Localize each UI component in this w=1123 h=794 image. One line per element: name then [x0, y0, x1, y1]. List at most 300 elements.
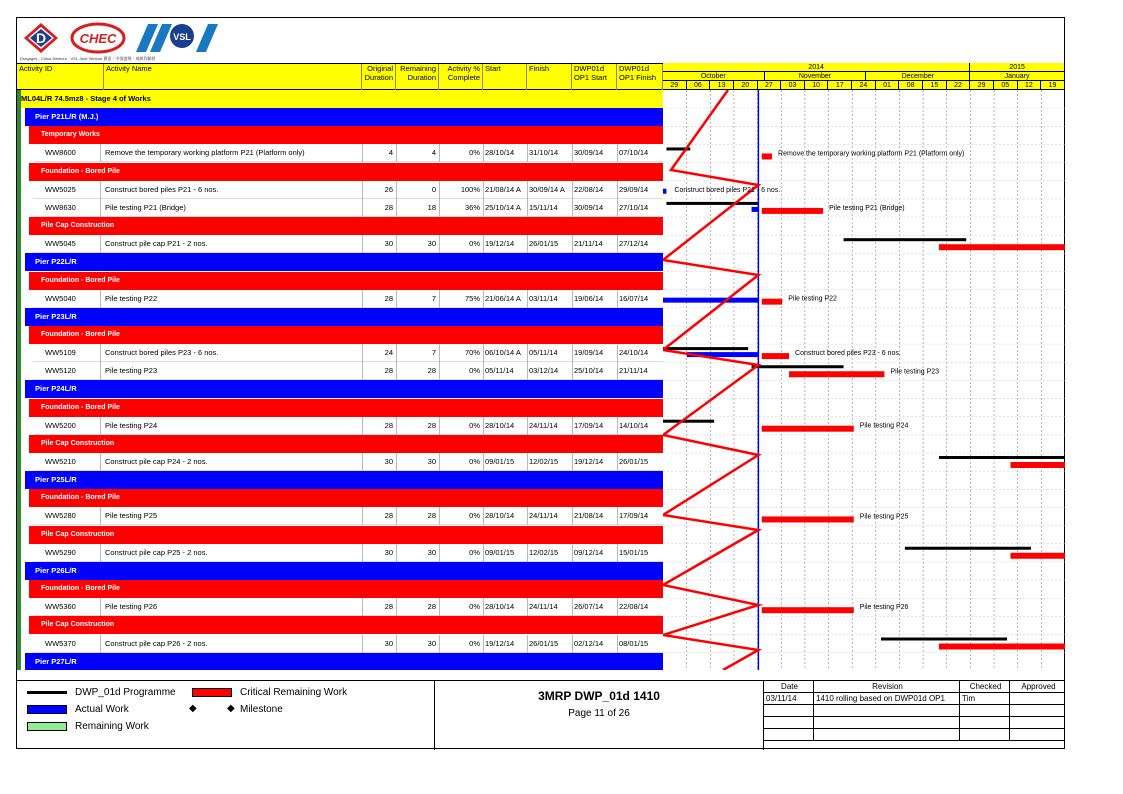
column-divider: [483, 362, 484, 380]
cell-name: Remove the temporary working platform P21 (Platform only): [105, 148, 305, 158]
critical-remaining-bar: [1010, 462, 1065, 468]
cell-id: WW5045: [45, 239, 76, 249]
timeline-week: 05: [994, 81, 1018, 90]
wbs-label: Foundation - Bored Pile: [41, 585, 120, 593]
wbs-label: ML04L/R 74.5mz8 - Stage 4 of Works: [21, 94, 151, 103]
timeline-week: 29: [970, 81, 994, 90]
legend-milestone-label: Milestone: [240, 704, 283, 715]
cell-df: 08/01/15: [619, 638, 649, 648]
column-divider: [483, 144, 484, 162]
critical-remaining-bar: [762, 153, 772, 159]
legend-remaining-label: Remaining Work: [75, 721, 149, 732]
cell-df: 14/10/14: [619, 420, 649, 430]
activity-row[interactable]: [33, 362, 663, 380]
cell-rd: 4: [431, 148, 436, 158]
column-divider: [483, 235, 484, 253]
cell-finish: 12/02/15: [529, 457, 559, 466]
header-remaining-duration-line1: Remaining: [400, 64, 436, 73]
wbs-pier-row[interactable]: [25, 253, 663, 271]
timeline-week: 06: [687, 81, 711, 90]
cell-rd: 7: [431, 293, 436, 303]
wbs-category-row[interactable]: [29, 616, 663, 634]
wbs-label: Foundation - Bored Pile: [41, 403, 120, 411]
cell-finish: 30/09/14 A: [529, 184, 565, 194]
header-percent-complete-line2: Complete: [447, 72, 480, 82]
column-divider: [483, 199, 484, 217]
cell-id: WW5290: [45, 547, 76, 557]
critical-remaining-bar: [762, 607, 854, 613]
wbs-label: Foundation - Bored Pile: [41, 167, 120, 175]
programme-bar: [939, 456, 1065, 459]
cell-pct: 0%: [469, 239, 480, 249]
cell-id: WW8600: [45, 148, 76, 158]
cell-df: 29/09/14: [619, 184, 649, 194]
header-percent-complete-line1: Activity %: [447, 64, 480, 73]
cell-ds: 21/11/14: [574, 239, 603, 249]
activity-row[interactable]: [33, 635, 663, 653]
legend-footer: [17, 680, 1065, 749]
cell-od: 28: [384, 602, 393, 612]
cell-start: 21/08/14 A: [485, 184, 521, 194]
timeline-week: 03: [781, 81, 805, 90]
wbs-label: Pile Cap Construction: [41, 439, 115, 447]
progress-line: [663, 90, 758, 670]
cell-df: 27/10/14: [619, 202, 649, 212]
header-dwp-start[interactable]: [572, 64, 617, 91]
column-divider: [483, 181, 484, 199]
rev-empty-cell: [960, 729, 1010, 741]
cell-finish: 12/02/15: [529, 547, 559, 557]
rev-empty-cell: [764, 717, 814, 729]
rev-empty-cell: [1010, 729, 1065, 741]
cell-finish: 26/01/15: [529, 239, 559, 249]
column-divider: [483, 417, 484, 435]
cell-rd: 30: [427, 638, 436, 648]
chec-logo: [70, 22, 126, 54]
critical-remaining-bar: [762, 426, 854, 432]
cell-ds: 09/12/14: [574, 547, 604, 557]
rev-empty-cell: [764, 705, 814, 717]
cell-pct: 0%: [469, 547, 480, 557]
column-divider: [483, 635, 484, 653]
rev-text: 1410 rolling based on DWP01d OP1: [814, 693, 960, 705]
rev-empty-cell: [1010, 717, 1065, 729]
cell-name: Construct pile cap P21 - 2 nos.: [105, 239, 208, 249]
cell-start: 28/10/14: [485, 511, 515, 521]
cell-ds: 19/09/14: [574, 348, 604, 358]
wbs-pier-row[interactable]: [25, 653, 663, 670]
cell-finish: 03/11/14: [529, 293, 558, 303]
cell-finish: 31/10/14: [529, 148, 559, 158]
cell-rd: 30: [427, 547, 436, 557]
column-divider: [100, 362, 101, 380]
wbs-label: Pier P24L/R: [35, 384, 77, 394]
cell-start: 28/10/14: [485, 420, 515, 430]
header-start[interactable]: Start: [483, 64, 527, 91]
cell-pct: 75%: [464, 293, 480, 303]
column-divider: [100, 417, 101, 435]
chec-logo-text: CHEC: [79, 31, 117, 46]
critical-remaining-bar: [939, 644, 1065, 650]
timeline-week: 08: [899, 81, 923, 90]
cell-id: WW8630: [45, 202, 76, 212]
cell-finish: 24/11/14: [529, 602, 558, 612]
header-dwp-start-line1: DWP01d: [574, 64, 605, 73]
cell-od: 24: [384, 348, 393, 358]
vsl-logo-text: VSL: [173, 32, 191, 42]
cell-rd: 28: [427, 602, 436, 612]
rev-approved: [1010, 693, 1065, 705]
cell-rd: 30: [427, 239, 436, 249]
cell-df: 26/01/15: [619, 457, 649, 466]
legend-programme-label: DWP_01d Programme: [75, 687, 176, 698]
cell-id: WW5200: [45, 420, 76, 430]
cell-id: WW5360: [45, 602, 76, 612]
timeline-week: 10: [805, 81, 829, 90]
cell-start: 21/06/14 A: [485, 293, 521, 303]
programme-bar: [905, 547, 1031, 550]
cell-od: 4: [388, 148, 393, 158]
legend-critical-swatch: [192, 688, 232, 697]
programme-bar: [844, 238, 967, 241]
cell-start: 28/10/14: [485, 148, 515, 158]
cell-name: Construct bored piles P23 - 6 nos.: [105, 348, 219, 358]
cell-od: 26: [384, 184, 393, 194]
report-title: 3MRP DWP_01d 1410: [538, 689, 660, 703]
bar-label: Pile testing P22: [788, 295, 837, 303]
critical-remaining-bar: [762, 208, 823, 214]
wbs-pier-row[interactable]: [25, 471, 663, 489]
actual-bar: [663, 298, 758, 303]
header-dwp-finish[interactable]: [617, 64, 663, 91]
bar-label: Pile testing P21 (Bridge): [829, 204, 905, 212]
activity-row[interactable]: [33, 181, 663, 199]
timeline-week: 29: [663, 81, 687, 90]
column-divider: [100, 235, 101, 253]
cell-pct: 70%: [464, 348, 480, 358]
wbs-category-row[interactable]: [29, 399, 663, 417]
programme-bar: [663, 347, 748, 350]
cell-od: 30: [384, 547, 393, 557]
table-header: [17, 63, 663, 90]
timeline-month: November: [765, 72, 867, 81]
timeline-month: December: [866, 72, 970, 81]
header-original-duration-line1: Original: [367, 64, 393, 73]
cell-df: 16/07/14: [619, 293, 649, 303]
revision-table: [764, 681, 1065, 750]
cell-finish: 15/11/14: [529, 202, 558, 212]
cell-name: Construct pile cap P25 - 2 nos.: [105, 547, 208, 557]
column-divider: [100, 199, 101, 217]
milestone-diamond-icon-2: ◆: [227, 703, 235, 714]
cell-pct: 36%: [464, 202, 480, 212]
cell-od: 30: [384, 638, 393, 648]
header-activity-name[interactable]: Activity Name: [104, 64, 362, 91]
rev-empty-cell: [814, 705, 960, 717]
column-divider: [483, 290, 484, 308]
wbs-category-row[interactable]: [29, 526, 663, 544]
header-dwp-finish-line1: DWP01d: [619, 64, 650, 73]
legend-actual-label: Actual Work: [75, 704, 129, 715]
rev-header-revision: Revision: [814, 681, 960, 693]
header-remaining-duration[interactable]: [396, 64, 439, 91]
cell-rd: 18: [427, 202, 436, 212]
timeline-week: 12: [1018, 81, 1042, 90]
wbs-label: Foundation - Bored Pile: [41, 494, 120, 502]
header-dwp-start-line2: OP1 Start: [574, 72, 607, 82]
rev-header-date: Date: [764, 681, 814, 693]
cell-df: 15/01/15: [619, 547, 649, 557]
gantt-chart: [663, 63, 1065, 670]
activity-table: [17, 90, 663, 670]
wbs-category-row[interactable]: [29, 580, 663, 598]
cell-name: Pile testing P25: [105, 511, 158, 521]
activity-row[interactable]: [33, 598, 663, 616]
column-divider: [100, 453, 101, 471]
wbs-category-row[interactable]: [29, 163, 663, 181]
gantt-bars: [663, 90, 1065, 670]
cell-rd: 7: [431, 348, 436, 358]
cell-finish: 05/11/14: [529, 348, 558, 358]
cell-od: 28: [384, 511, 393, 521]
timeline-week: 22: [947, 81, 971, 90]
cell-ds: 25/10/14: [574, 366, 604, 376]
column-divider: [100, 635, 101, 653]
critical-remaining-bar: [939, 244, 1065, 250]
cell-pct: 0%: [469, 420, 480, 430]
cell-id: WW5280: [45, 511, 76, 521]
column-divider: [100, 181, 101, 199]
activity-row[interactable]: [33, 199, 663, 217]
cell-name: Construct pile cap P26 - 2 nos.: [105, 638, 208, 648]
header-dwp-finish-line2: OP1 Finish: [619, 72, 657, 82]
bar-label: Pile testing P25: [859, 513, 909, 521]
wbs-label: Pile Cap Construction: [41, 530, 115, 538]
critical-remaining-bar: [762, 353, 789, 359]
rev-header-approved: Approved: [1010, 681, 1065, 693]
header-finish[interactable]: Finish: [527, 64, 572, 91]
wbs-label: Pier P23L/R: [35, 311, 77, 321]
cell-start: 06/10/14 A: [485, 348, 521, 358]
legend-programme-swatch: [27, 691, 67, 694]
wbs-label: Pier P22L/R: [35, 257, 77, 267]
cell-pct: 0%: [469, 148, 480, 158]
column-divider: [483, 544, 484, 562]
cell-od: 28: [384, 293, 393, 303]
cell-id: WW5210: [45, 457, 76, 466]
cell-rd: 0: [431, 184, 436, 194]
wbs-pier-row[interactable]: [25, 380, 663, 398]
wbs-project-row[interactable]: [21, 90, 663, 108]
bar-label: Pile testing P23: [890, 368, 940, 376]
cell-id: WW5370: [45, 638, 76, 648]
timeline-year: 2014: [663, 63, 970, 72]
cell-finish: 26/01/15: [529, 638, 559, 648]
cell-od: 30: [384, 457, 393, 466]
critical-remaining-bar: [789, 371, 884, 377]
cell-rd: 28: [427, 511, 436, 521]
cell-name: Pile testing P23: [105, 366, 158, 376]
cell-start: 25/10/14 A: [485, 202, 521, 212]
column-divider: [100, 507, 101, 525]
column-divider: [100, 344, 101, 362]
wbs-category-row[interactable]: [29, 326, 663, 344]
timeline-month: October: [663, 72, 765, 81]
cell-ds: 30/09/14: [574, 148, 604, 158]
header-percent-complete[interactable]: [439, 64, 483, 91]
wbs-category-row[interactable]: [29, 489, 663, 507]
cell-name: Construct pile cap P24 - 2 nos.: [105, 457, 208, 466]
critical-remaining-bar: [762, 516, 854, 522]
column-divider: [100, 144, 101, 162]
cell-name: Pile testing P21 (Bridge): [105, 202, 186, 212]
legend-remaining-swatch: [27, 722, 67, 731]
cell-ds: 19/12/14: [574, 457, 604, 466]
legend-actual-swatch: [27, 705, 67, 714]
rev-empty-cell: [960, 705, 1010, 717]
wbs-label: Pier P26L/R: [35, 565, 77, 575]
cell-id: WW5120: [45, 366, 76, 376]
column-divider: [100, 544, 101, 562]
activity-row[interactable]: [33, 344, 663, 362]
cell-start: 19/12/14: [485, 239, 515, 249]
wbs-category-row[interactable]: [29, 435, 663, 453]
header-original-duration[interactable]: [362, 64, 396, 91]
bar-label: Pile testing P24: [859, 422, 909, 430]
cell-ds: 30/09/14: [574, 202, 604, 212]
cell-df: 22/08/14: [619, 602, 649, 612]
column-divider: [483, 507, 484, 525]
cell-id: WW5025: [45, 184, 76, 194]
cell-name: Pile testing P22: [105, 293, 158, 303]
dragages-logo-letter: D: [35, 30, 47, 46]
programme-bar: [752, 365, 844, 368]
cell-name: Pile testing P24: [105, 420, 158, 430]
cell-pct: 0%: [469, 602, 480, 612]
cell-start: 09/01/15: [485, 457, 515, 466]
timeline-week: 17: [828, 81, 852, 90]
timeline-week: 15: [923, 81, 947, 90]
wbs-category-row[interactable]: [29, 126, 663, 144]
cell-ds: 22/08/14: [574, 184, 604, 194]
rev-checked: Tim: [960, 693, 1010, 705]
cell-start: 28/10/14: [485, 602, 515, 612]
milestone-diamond-icon: ◆: [189, 703, 197, 714]
cell-df: 17/09/14: [619, 511, 649, 521]
page-number: Page 11 of 26: [568, 708, 630, 719]
cell-pct: 0%: [469, 457, 480, 466]
wbs-label: Pier P21L/R (M.J.): [35, 112, 99, 122]
cell-start: 09/01/15: [485, 547, 515, 557]
cell-name: Construct bored piles P21 - 6 nos.: [105, 184, 219, 194]
cell-od: 28: [384, 366, 393, 376]
cell-rd: 28: [427, 420, 436, 430]
wbs-label: Foundation - Bored Pile: [41, 330, 120, 338]
cell-id: WW5040: [45, 293, 76, 303]
cell-pct: 100%: [460, 184, 480, 194]
column-divider: [100, 598, 101, 616]
timeline-week: 13: [710, 81, 734, 90]
activity-row[interactable]: [33, 417, 663, 435]
cell-pct: 0%: [469, 511, 480, 521]
actual-bar: [663, 189, 666, 194]
cell-ds: 17/09/14: [574, 420, 604, 430]
rev-empty-cell: [960, 717, 1010, 729]
wbs-label: Temporary Works: [41, 131, 100, 139]
wbs-label: Pier P27L/R: [35, 656, 77, 666]
bar-label: Pile testing P26: [859, 604, 909, 612]
bar-label: Remove the temporary working platform P21 (Platform only): [778, 150, 965, 158]
activity-row[interactable]: [33, 544, 663, 562]
rev-date: 03/11/14: [764, 693, 814, 705]
wbs-pier-row[interactable]: [25, 562, 663, 580]
vsl-logo: [134, 20, 224, 54]
timeline-week: 01: [876, 81, 900, 90]
wbs-pier-row[interactable]: [25, 108, 663, 126]
cell-df: 07/10/14: [619, 148, 649, 158]
wbs-label: Pile Cap Construction: [41, 621, 115, 629]
rev-empty-cell: [764, 729, 814, 741]
critical-remaining-bar: [762, 299, 782, 305]
cell-start: 05/11/14: [485, 366, 514, 376]
bar-label: Construct bored piles P23 - 6 nos.: [795, 350, 901, 358]
wbs-label: Pier P25L/R: [35, 475, 77, 485]
header-activity-id[interactable]: Activity ID: [17, 64, 104, 91]
activity-row[interactable]: [33, 453, 663, 471]
cell-df: 24/10/14: [619, 348, 649, 358]
cell-pct: 0%: [469, 366, 480, 376]
legend-critical-label: Critical Remaining Work: [240, 687, 348, 698]
cell-rd: 28: [427, 366, 436, 376]
timeline-week: 19: [1041, 81, 1065, 90]
cell-ds: 21/08/14: [574, 511, 604, 521]
actual-bar: [752, 207, 759, 212]
header-remaining-duration-line2: Duration: [407, 72, 436, 82]
programme-bar: [881, 638, 1007, 641]
wbs-pier-row[interactable]: [25, 308, 663, 326]
cell-df: 21/11/14: [619, 366, 648, 376]
cell-od: 28: [384, 202, 393, 212]
timeline-week: 27: [758, 81, 782, 90]
wbs-label: Foundation - Bored Pile: [41, 276, 120, 284]
cell-finish: 03/12/14: [529, 366, 559, 376]
activity-row[interactable]: [33, 235, 663, 253]
wbs-category-row[interactable]: [29, 217, 663, 235]
report-title-block: [434, 681, 764, 750]
wbs-label: Pile Cap Construction: [41, 222, 115, 230]
cell-od: 28: [384, 420, 393, 430]
cell-od: 30: [384, 239, 393, 249]
rev-header-checked: Checked: [960, 681, 1010, 693]
bar-label: Construct bored piles P21 - 6 nos.: [674, 186, 781, 194]
column-divider: [483, 453, 484, 471]
rev-empty-cell: [814, 717, 960, 729]
cell-ds: 19/06/14: [574, 293, 604, 303]
rev-empty-cell: [1010, 705, 1065, 717]
cell-df: 27/12/14: [619, 239, 649, 249]
programme-bar: [663, 420, 714, 423]
activity-row[interactable]: [33, 507, 663, 525]
header-original-duration-line2: Duration: [364, 72, 393, 82]
activity-row[interactable]: [33, 290, 663, 308]
cell-id: WW5109: [45, 348, 76, 358]
column-divider: [100, 290, 101, 308]
activity-row[interactable]: [33, 144, 663, 162]
wbs-category-row[interactable]: [29, 272, 663, 290]
programme-bar: [666, 202, 758, 205]
column-divider: [483, 598, 484, 616]
logo-caption: Dragages - China Harbour - VSL Joint Venture 寶嘉・中國港灣・威勝利聯營: [20, 56, 156, 61]
